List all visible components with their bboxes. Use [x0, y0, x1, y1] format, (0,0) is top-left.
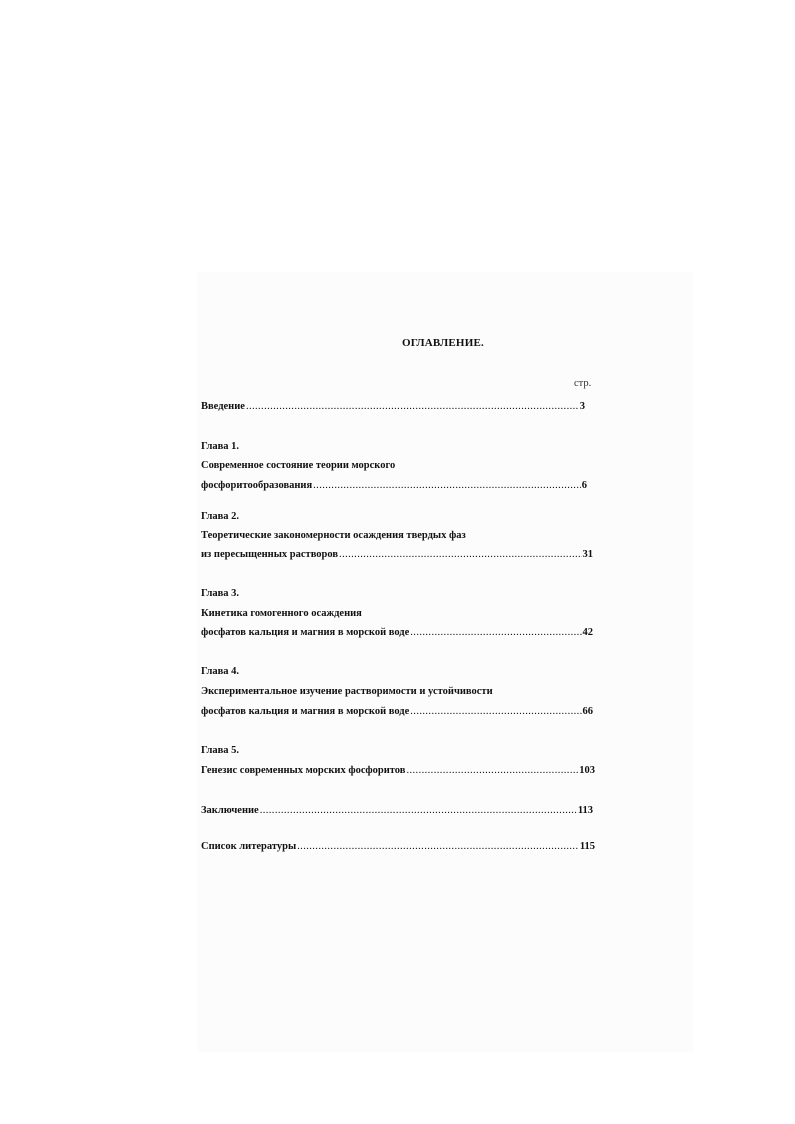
dot-leader	[339, 548, 581, 561]
dot-leader	[406, 764, 578, 777]
chapter-4-label: Глава 4.	[201, 666, 240, 677]
toc-entry-chapter-1	[201, 479, 587, 492]
toc-entry-conclusion	[201, 804, 593, 817]
toc-heading: ОГЛАВЛЕНИЕ.	[402, 337, 484, 349]
dot-leader	[260, 804, 577, 817]
entry-title: фосфатов кальция и магния в морской воде	[201, 627, 410, 638]
entry-page-number: 115	[579, 841, 595, 852]
chapter-1-label: Глава 1.	[201, 441, 240, 452]
entry-page-number: 6	[581, 480, 587, 491]
entry-title: Генезис современных морских фосфоритов	[201, 765, 406, 776]
chapter-1-title-line1: Современное состояние теории морского	[201, 460, 396, 471]
entry-title: Введение	[201, 401, 245, 412]
entry-title: фосфоритообразования	[201, 480, 313, 491]
toc-entry-chapter-5	[201, 764, 595, 777]
chapter-2-title-line1: Теоретические закономерности осаждения твердых фаз	[201, 530, 466, 541]
chapter-3-title-line1: Кинетика гомогенного осаждения	[201, 608, 362, 619]
toc-entry-chapter-2	[201, 548, 593, 561]
chapter-2-label: Глава 2.	[201, 511, 240, 522]
page-column-label: стр.	[574, 378, 592, 389]
entry-title: Заключение	[201, 805, 259, 816]
entry-page-number: 42	[582, 627, 593, 638]
entry-page-number: 3	[579, 401, 585, 412]
toc-entry-chapter-3	[201, 626, 593, 639]
dot-leader	[297, 840, 579, 853]
dot-leader	[246, 400, 579, 413]
entry-page-number: 103	[579, 765, 595, 776]
dot-leader	[410, 626, 581, 639]
entry-page-number: 31	[582, 549, 593, 560]
entry-page-number: 66	[582, 706, 593, 717]
toc-entry-chapter-4	[201, 705, 593, 718]
dot-leader	[313, 479, 581, 492]
entry-title: из пересыщенных растворов	[201, 549, 339, 560]
toc-entry-references	[201, 840, 595, 853]
dot-leader	[410, 705, 581, 718]
entry-page-number: 113	[577, 805, 593, 816]
chapter-4-title-line1: Экспериментальное изучение растворимости и устойчивости	[201, 686, 493, 697]
toc-entry-intro	[201, 400, 585, 413]
entry-title: Список литературы	[201, 841, 297, 852]
chapter-3-label: Глава 3.	[201, 588, 240, 599]
chapter-5-label: Глава 5.	[201, 745, 240, 756]
entry-title: фосфатов кальция и магния в морской воде	[201, 706, 410, 717]
document-page	[197, 272, 693, 1052]
